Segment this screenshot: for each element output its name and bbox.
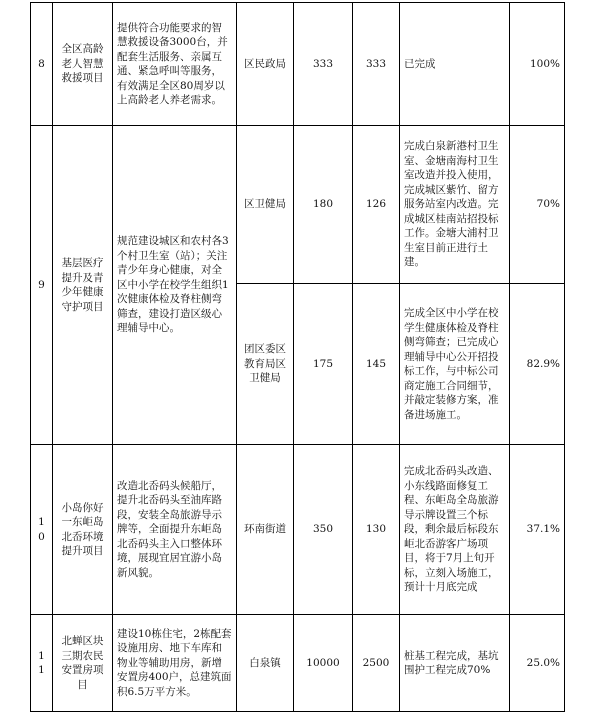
responsible-dept: 团区委区教育局区卫健局: [237, 284, 294, 445]
project-name: 北蝉区块三期农民安置房项目: [53, 615, 113, 712]
project-progress-table: [30, 2, 565, 712]
project-name: 小岛你好一东岠岛北岙环境提升项目: [53, 445, 113, 615]
table-row: [31, 615, 565, 712]
project-name: 全区高龄老人智慧救援项目: [53, 3, 113, 126]
completion-rate: 37.1%: [510, 445, 565, 615]
project-content: 规范建设城区和农村各3个村卫生室（站）；关注青少年身心健康，对全区中小学在校学生组织1次健康体检及脊柱侧弯筛查，建设打造区级心理辅导中心。: [113, 126, 237, 445]
progress-description: 已完成: [400, 3, 510, 126]
completion-rate: 100%: [510, 3, 565, 126]
project-name: 基层医疗提升及青少年健康守护项目: [53, 126, 113, 445]
planned-investment: 10000: [294, 615, 353, 712]
project-content: 提供符合功能要求的智慧救援设备3000台，并配套生活服务、亲属互通、紧急呼叫等服务，有效满足全区80周岁以上高龄老人养老需求。: [113, 3, 237, 126]
planned-investment: 333: [294, 3, 353, 126]
completed-investment: 145: [353, 284, 400, 445]
completion-rate: 70%: [510, 126, 565, 284]
progress-description: 完成全区中小学在校学生健康体检及脊柱侧弯筛查；已完成心理辅导中心公开招投标工作，与中标公司商定施工合同细节，并敲定装修方案，准备进场施工。: [400, 284, 510, 445]
table-row: [31, 445, 565, 615]
row-number: 9: [31, 126, 53, 445]
completed-investment: 333: [353, 3, 400, 126]
planned-investment: 180: [294, 126, 353, 284]
completed-investment: 126: [353, 126, 400, 284]
project-content: 建设10栋住宅，2栋配套设施用房、地下车库和物业等辅助用房，新增安置房400户，总建筑面积6.5万平方米。: [113, 615, 237, 712]
completed-investment: 130: [353, 445, 400, 615]
responsible-dept: 区民政局: [237, 3, 294, 126]
table-row: [31, 3, 565, 126]
row-number: 8: [31, 3, 53, 126]
planned-investment: 175: [294, 284, 353, 445]
table-row: [31, 126, 565, 284]
completion-rate: 25.0%: [510, 615, 565, 712]
progress-description: 完成白泉新港村卫生室、金塘南海村卫生室改造并投入使用，完成城区紫竹、留方服务站室内改造。完成城区桂南站招投标工作。金塘大浦村卫生室目前正进行土建。: [400, 126, 510, 284]
progress-description: 桩基工程完成，基坑围护工程完成70%: [400, 615, 510, 712]
progress-description: 完成北岙码头改造、小东线路面修复工程、东岠岛全岛旅游导示牌设置三个标段，剩余最后标段东岠北岙游客广场项目，将于7月上旬开标，立刻入场施工，预计十月底完成: [400, 445, 510, 615]
responsible-dept: 环南街道: [237, 445, 294, 615]
responsible-dept: 白泉镇: [237, 615, 294, 712]
completion-rate: 82.9%: [510, 284, 565, 445]
row-number: 11: [31, 615, 53, 712]
project-content: 改造北岙码头候船厅，提升北岙码头至油库路段，安装全岛旅游导示牌等，全面提升东岠岛北岙码头主入口整体环境，展现宜居宜游小岛新风貌。: [113, 445, 237, 615]
planned-investment: 350: [294, 445, 353, 615]
completed-investment: 2500: [353, 615, 400, 712]
row-number: 10: [31, 445, 53, 615]
responsible-dept: 区卫健局: [237, 126, 294, 284]
